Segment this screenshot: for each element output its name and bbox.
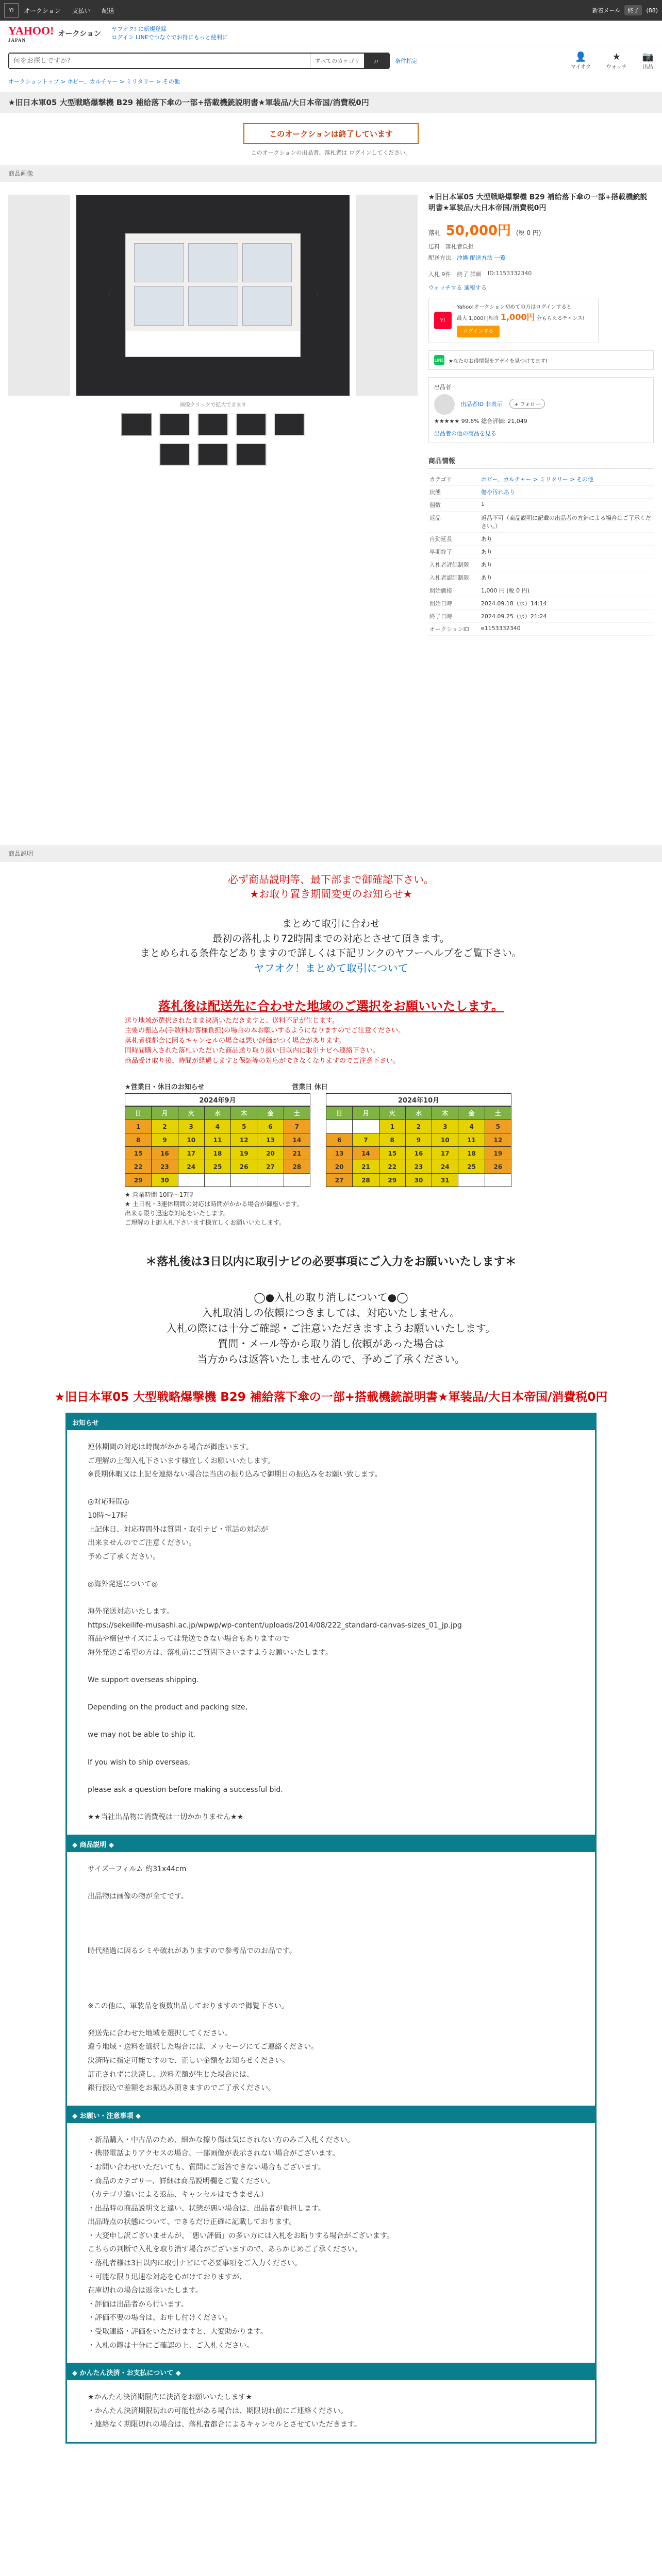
thumbnail[interactable] — [236, 413, 267, 436]
search-input[interactable] — [9, 54, 310, 68]
calendar-day: 8 — [125, 1133, 152, 1147]
calendar-day: 29 — [125, 1174, 152, 1187]
box-line: 銀行振込で差額をお振込み頂きますのでご了承ください。 — [88, 2084, 275, 2093]
top-link-payment[interactable]: 支払い — [72, 7, 91, 14]
box-line — [88, 1986, 574, 1999]
box-line: 出品時点の状態について、できるだけ正確に記載しております。 — [88, 2218, 296, 2227]
calendar-day: 12 — [485, 1133, 511, 1147]
calendar-day: 7 — [284, 1120, 310, 1133]
caution-box: ◆ お願い・注意事項 ◆ ・新品購入・中古品のため、細かな擦り傷は気にされない方のみご入札ください。 ・携帯電話よりアクセスの場合、一部画像が表示されない場合がございます。 ・お問い合わせいただいても、質問にご返答できない場合もございます。 ・商品のカテゴリー、詳細は商品説明欄をご覧ください。 （カテゴリ違いによる返品、キャンセルはできません） ・出品時の商品説明文と違い、状態が悪い場合は、出品者が負担します。 出品時点の状態について、できるだけ正確に記載しております。 ・大変申し訳ございませんが、「悪い評価」の多い方には入札をお断りする場合がございます。 こちらの判断で入札を取り消す場合がございますので、あらかじめご了承ください。 ・落札者様は3日以内に取引ナビにて必要事項をご入力ください。 ・可能な限り迅速な対応を心がけておりますが、 在庫切れの場合は返金いたします。 ・評価は出品者から行います。 ・評価不要の場合は、お申し付けください。 ・受取連絡・評価をいただけますと、大変助かります。 ・入札の際は十分にご確認の上、ご入札ください。 — [65, 2107, 597, 2365]
calendar-day: 26 — [485, 1160, 511, 1174]
weekday-cell: 土 — [284, 1107, 310, 1120]
box-line: ◎海外発送について◎ — [88, 1580, 158, 1588]
auction-ended-banner: このオークションは終了しています — [243, 123, 419, 144]
box-line: 10時〜17時 — [88, 1511, 128, 1520]
header-icons — [571, 52, 654, 70]
cancel-line: 入札取消しの依頼につきましては、対応いたしません。 — [202, 1307, 460, 1319]
calendar-day — [178, 1174, 204, 1187]
calendar-day: 13 — [257, 1133, 284, 1147]
spec-row: 終了日時 2024.09.25（水）21:24 — [428, 610, 654, 623]
calendar-day: 5 — [485, 1120, 511, 1133]
calendar-day: 27 — [257, 1160, 284, 1174]
calendar-day: 6 — [326, 1133, 353, 1147]
header-messages — [111, 25, 228, 41]
calendar-day: 23 — [405, 1160, 432, 1174]
weekday-cell: 日 — [326, 1107, 353, 1120]
calendar-day: 9 — [152, 1133, 178, 1147]
box-line: 海外発送ご希望の方は、落札前にご質問下さいますようお願いいたします。 — [88, 1648, 333, 1657]
box-line — [88, 1742, 574, 1756]
box-line: サイズーフィルム 約31x44cm — [88, 1865, 187, 1873]
box-line: https://sekeilife-musashi.ac.jp/wpwp/wp-content/uploads/2014/08/222_standard-canvas-sizes_01_jp.jpg — [88, 1621, 462, 1630]
section-product-images: 商品画像 — [0, 165, 662, 182]
search-row — [0, 46, 662, 75]
box-line: ・連絡なく期限切れの場合は、落札者都合によるキャンセルとさせていただきます。 — [88, 2420, 361, 2429]
spec-row: 個数 1 — [428, 499, 654, 512]
calendar-note: 出来る限り迅速な対応をいたします。 — [125, 1210, 230, 1217]
box-line: please ask a question before making a successful bid. — [88, 1785, 283, 1794]
search-button[interactable] — [364, 54, 389, 68]
price-value: 50,000円 — [445, 223, 511, 239]
thumbnail-strip — [105, 413, 321, 466]
box-line: ・落札者様は3日以内に取引ナビにて必要事項をご入力ください。 — [88, 2259, 302, 2268]
user-icon: 👤 — [575, 52, 587, 62]
box-line: 商品や梱包サイズによっては発送できない場合もありますので — [88, 1635, 289, 1643]
calendar-day: 27 — [326, 1174, 353, 1187]
box-line — [88, 2013, 574, 2027]
box-line: ・受取連絡・評価をいただけますと、大変助かります。 — [88, 2328, 268, 2336]
notice-line: 主要の振込み(手数料お客様負担)の場合の本お願いするようになりますのでご注意ください。 — [125, 1027, 405, 1035]
payment-box: ◆ かんたん決済・お支払について ◆ ★かんたん決済期限内に決済をお願いいたします★ ・かんたん決済期限切れの可能性がある場合は、期限切れ前にご連絡ください。 ・連絡なく期限切れの場合は、落札者都合によるキャンセルとさせていただきます。 — [65, 2364, 597, 2444]
box-line: ・商品のカテゴリー、詳細は商品説明欄をご覧ください。 — [88, 2177, 275, 2185]
ship-method-row: 配送方法 沖縄 配送方法 一覧 — [428, 255, 506, 261]
spec-row: 返品 返品不可（商品説明に記載の出品者の方針による場合はご了承ください。） — [428, 512, 654, 533]
thumbnail[interactable] — [197, 443, 228, 466]
box-line — [88, 1917, 574, 1931]
gallery-stage — [8, 192, 418, 398]
shipping-region-notice: 落札後は配送先に合わせた地域のご選択をお願いいたします。 — [158, 998, 504, 1013]
box-line: 在庫切れの場合は返金いたします。 — [88, 2286, 203, 2295]
box-line — [88, 1564, 574, 1578]
watch-button[interactable]: ★ ウォッチ — [606, 52, 627, 70]
calendar-day: 3 — [432, 1120, 458, 1133]
price-row — [428, 220, 654, 239]
thumbnail[interactable] — [159, 413, 190, 436]
thumbnail[interactable] — [159, 443, 190, 466]
box-line: （カテゴリ違いによる返品、キャンセルはできません） — [88, 2191, 268, 2199]
box-line: ※この他に、軍装品を複数出品しておりますので御覧下さい。 — [88, 2002, 289, 2010]
calendar-day: 2 — [405, 1120, 432, 1133]
register-link[interactable]: ヤフオク! に新規登録 — [111, 26, 167, 33]
box-line — [88, 1591, 574, 1605]
follow-button[interactable]: + フォロー — [509, 399, 545, 409]
calendar-day: 19 — [231, 1147, 257, 1160]
myauction-button[interactable]: 👤 マイオク — [570, 52, 591, 70]
box-line — [88, 1797, 574, 1810]
box-line: We support overseas shipping. — [88, 1676, 199, 1685]
weekday-cell: 木 — [231, 1107, 257, 1120]
calendar-day: 10 — [432, 1133, 458, 1147]
line-promo[interactable]: LINE ★なたのお得情報をアデイを見つけてます! — [428, 350, 654, 370]
weekday-cell: 水 — [405, 1107, 432, 1120]
calendar-september: 2024年9月 日 月 火 水 木 金 土 1 2 3 4 5 6 7 8 9 10 11 12 13 14 15 16 17 18 19 20 21 22 23 24 25 26 27 28 29 30 — [125, 1093, 310, 1187]
notice-lines — [125, 1016, 537, 1066]
box-line: ・出品時の商品説明文と違い、状態が悪い場合は、出品者が負担します。 — [88, 2204, 325, 2213]
spec-row: オークションID e1153332340 — [428, 623, 654, 636]
calendar-day: 15 — [125, 1147, 152, 1160]
calendar-day: 19 — [485, 1147, 511, 1160]
line-icon: LINE — [434, 355, 444, 365]
calendar-day: 20 — [326, 1160, 353, 1174]
product-title: ★旧日本軍05 大型戦略爆撃機 B29 補給落下傘の一部+搭載機銃説明書★軍装品/大日本帝国/消費税0円 — [428, 193, 648, 212]
auction-ended-sub: このオークションの出品者、落札者は ログインしてください。 — [251, 149, 411, 156]
box-line: 訂正されずに決済し、送料差額が生じた場合には、 — [88, 2070, 254, 2079]
product-info — [428, 192, 654, 636]
cancel-policy: ◯●入札の取り消しについて●◯ 入札取消しの依頼につきましては、対応いたしません。 入札の際には十分ご確認・ご注意いただきますようお願いいたします。 質問・メール等から取り消し依頼があった場合は 当方からは返答いたしませんので、予めご了承ください。 — [0, 1290, 662, 1367]
calendar-day: 26 — [231, 1160, 257, 1174]
weekday-cell: 月 — [353, 1107, 379, 1120]
calendar-day: 16 — [152, 1147, 178, 1160]
calendar-day: 11 — [458, 1133, 485, 1147]
calendar-day: 10 — [178, 1133, 204, 1147]
end-status: 終了 詳細 — [457, 271, 482, 278]
box-line — [88, 1903, 574, 1917]
top-link-shipping[interactable]: 配送 — [102, 7, 114, 14]
description-title: ★旧日本軍05 大型戦略爆撃機 B29 補給落下傘の一部+搭載機銃説明書★軍装品/大日本帝国/消費税0円 — [54, 1391, 608, 1404]
cancel-line: 当方からは返答いたしませんので、予めご了承ください。 — [197, 1353, 465, 1365]
notice-line: 同時間購入された落札いただいた商品送り取り扱い日以内に取引ナビへ連絡下さい。 — [125, 1047, 380, 1055]
calendar-day — [257, 1174, 284, 1187]
box-line — [88, 1876, 574, 1890]
box-line — [88, 1660, 574, 1674]
calendar-day: 18 — [458, 1147, 485, 1160]
description — [0, 862, 662, 2454]
calendar-day: 21 — [284, 1147, 310, 1160]
notice-line: 落札者様都合に因るキャンセルの場合は悪い評価がつく場合があります。 — [125, 1037, 345, 1045]
sell-button[interactable]: 📷 出品 — [642, 52, 654, 70]
breadcrumb[interactable]: オークショントップ > ホビー、カルチャー > ミリタリー > その他 — [8, 78, 180, 85]
category-select[interactable]: すべてのカテゴリ — [310, 54, 364, 68]
points-promo: Y! Yahoo!オークション初めての方はログインすると 最大 1,000円相当 1,000円 分もらえるチャンス! ログインする — [428, 298, 599, 343]
calendar-day: 12 — [231, 1133, 257, 1147]
box-line: ご理解の上御入札下さいます様宜しくお願いいたします。 — [88, 1456, 275, 1465]
ship-method-link[interactable]: 沖縄 配送方法 一覧 — [456, 255, 506, 261]
next-image-preview[interactable] — [356, 195, 418, 396]
weekday-cell: 土 — [485, 1107, 511, 1120]
calendar-note: ご理解の上御入札下さいます様宜しくお願いいたします。 — [125, 1219, 286, 1226]
calendar-day — [326, 1120, 353, 1133]
mail-status: 終了 — [624, 5, 642, 15]
business-calendar — [125, 1081, 537, 1227]
price-tax: (税 0 円) — [516, 229, 541, 236]
item-description-box: ◆ 商品説明 ◆ サイズーフィルム 約31x44cm 出品物は画像の物が全てです。 時代経過に因るシミや破れがありますので参考品でのお品です。 ※この他に、軍装品を複数出品しておりますので御覧下さい。 発送先に合わせた地域を選択してください。 違う地域・送料を選択した場合には、メッセージにてご連絡ください。 決済時に指定可能ですので、正しい金額をお知らせください。 訂正されずに決済し、送料差額が生じた場合には、 銀行振込で差額をお振込み頂きますのでご了承ください。 — [65, 1836, 597, 2107]
top-bar — [0, 0, 662, 21]
mail-label: 新着メール — [592, 7, 621, 14]
seller-avatar[interactable] — [434, 394, 455, 415]
calendar-october: 2024年10月 日 月 火 水 木 金 土 1 2 3 4 5 6 7 8 9 10 11 12 13 14 15 16 17 18 19 20 21 22 23 24 25 26 27 28 29 30 31 — [326, 1093, 511, 1187]
calendar-day: 24 — [432, 1160, 458, 1174]
thumbnail[interactable] — [274, 413, 305, 436]
calendar-day: 4 — [204, 1120, 230, 1133]
spec-row: 開始価格 1,000 円 (税 0 円) — [428, 584, 654, 597]
star-icon: ★ — [612, 52, 621, 62]
box-line: 海外発送対応いたします。 — [88, 1607, 174, 1616]
calendar-day: 30 — [152, 1174, 178, 1187]
calendar-day: 11 — [204, 1133, 230, 1147]
desc-warning: 必ず商品説明等、最下部まで御確認下さい。 — [228, 873, 434, 886]
price-label: 落札 — [428, 229, 441, 236]
calendar-day: 14 — [284, 1133, 310, 1147]
mail-area[interactable] — [592, 5, 658, 15]
box-line: こちらの判断で入札を取り消す場合がございますので、あらかじめご了承ください。 — [88, 2245, 362, 2254]
top-link-auction[interactable]: オークション — [24, 7, 61, 14]
calendar-day: 1 — [379, 1120, 405, 1133]
box-line: ・入札の際は十分にご確認の上、ご入札ください。 — [88, 2341, 254, 2350]
calendar-day — [458, 1174, 485, 1187]
login-link[interactable]: ログイン LINEでつなぐでお得にもっと便利に — [111, 33, 228, 41]
desc-hold-notice: ★お取り置き期間変更のお知らせ★ — [250, 888, 412, 900]
box-line: ・大変申し訳ございませんが、「悪い評価」の多い方には入札をお断りする場合がございます。 — [88, 2231, 394, 2240]
bid-count[interactable]: 入札 9件 — [428, 271, 451, 278]
box-line: 出来ませんのでご注意ください。 — [88, 1539, 196, 1548]
weekday-cell: 日 — [125, 1107, 152, 1120]
brand-logo[interactable]: YAHOO! JAPAN — [8, 24, 54, 43]
calendar-day: 16 — [405, 1147, 432, 1160]
box-line — [88, 1715, 574, 1728]
calendar-day: 15 — [379, 1147, 405, 1160]
section-description: 商品説明 — [0, 845, 662, 862]
box-line: ・可能な限り迅速な対応を心がけておりますが、 — [88, 2273, 246, 2281]
trade-navi-notice: ＊落札後は3日以内に取引ナビの必要事項にご入力をお願いいたします＊ — [145, 1256, 517, 1268]
calendar-day: 23 — [152, 1160, 178, 1174]
watch-report-links[interactable]: ウォッチする 通報する — [428, 284, 487, 291]
cancel-line: 質問・メール等から取り消し依頼があった場合は — [218, 1337, 444, 1350]
calendar-day: 17 — [178, 1147, 204, 1160]
calendar-day: 21 — [353, 1160, 379, 1174]
calendar-day — [284, 1174, 310, 1187]
box-line: 決済時に指定可能ですので、正しい金額をお知らせください。 — [88, 2056, 290, 2065]
calendar-day: 5 — [231, 1120, 257, 1133]
login-button[interactable]: ログインする — [457, 326, 500, 337]
service-name[interactable]: オークション — [58, 29, 102, 38]
seller-all-items-link[interactable]: 出品者の他の商品を見る — [434, 430, 496, 437]
calendar-day: 28 — [353, 1174, 379, 1187]
seller-rating: ★★★★★ 99.6% 総合評価: 21,049 — [434, 418, 527, 425]
calendar-day — [204, 1174, 230, 1187]
spec-table — [428, 473, 654, 636]
yahoo-logo-icon[interactable]: Y! — [4, 3, 19, 18]
calendar-day: 8 — [379, 1133, 405, 1147]
box-line: we may not be able to ship it. — [88, 1731, 195, 1739]
desc-text: まとめられる条件などありますので詳しくは下記リンクのヤフーヘルプをご覧下さい。 — [140, 947, 522, 959]
bundle-help-link[interactable]: ヤフオク！まとめて取引について — [254, 961, 408, 974]
calendar-day: 25 — [458, 1160, 485, 1174]
box-line: ・携帯電話よりアクセスの場合、一部画像が表示されない場合がございます。 — [88, 2149, 340, 2158]
spec-row: 入札者認証制限 あり — [428, 571, 654, 584]
box-line — [88, 1972, 574, 1986]
prev-image-preview[interactable] — [8, 195, 70, 396]
box-line: ・お問い合わせいただいても、質問にご返答できない場合もございます。 — [88, 2163, 325, 2172]
desc-text: 最初の落札より72時間までの対応とさせて頂きます。 — [212, 933, 450, 944]
shipping-row: 送料 落札者負担 — [428, 243, 474, 250]
auction-id: ID:1153332340 — [487, 270, 532, 277]
box-line: ◎対応時間◎ — [88, 1498, 129, 1506]
box-line: ★★当社出品物に消費税は一切かかりません★★ — [88, 1813, 244, 1822]
main-content — [0, 182, 662, 646]
image-gallery — [8, 192, 418, 636]
prev-arrow-icon[interactable]: ‹ — [106, 285, 112, 302]
calendar-day: 14 — [353, 1147, 379, 1160]
box-line: If you wish to ship overseas, — [88, 1758, 190, 1767]
box-line: 予めご了承ください。 — [88, 1552, 160, 1561]
box-line — [88, 1769, 574, 1783]
site-header — [0, 21, 662, 46]
search-bar — [8, 53, 390, 69]
calendar-note: ★ 営業時間 10時〜17時 — [125, 1191, 193, 1198]
box-line: 出品物は画像の物が全てです。 — [88, 1892, 188, 1901]
calendar-notes — [125, 1190, 537, 1227]
search-icon: ⌕ — [374, 56, 379, 65]
spec-heading: 商品情報 — [428, 455, 654, 469]
calendar-day: 20 — [257, 1147, 284, 1160]
camera-icon: 📷 — [642, 52, 654, 62]
yahoo-auction-icon: Y! — [434, 312, 452, 329]
calendar-legend: 営業日 休日 — [292, 1083, 328, 1091]
spec-row: 開始日時 2024.09.18（水）14:14 — [428, 597, 654, 610]
calendar-day — [231, 1174, 257, 1187]
seller-box: 出品者 出品者ID 非表示 + フォロー ★★★★★ 99.6% 総合評価: 21,049 出品者の他の商品を見る — [428, 377, 654, 443]
box-line — [88, 1687, 574, 1701]
notice-line: 送り地域が選択されたまま決済いただきますと、送料不足が生じます。 — [125, 1016, 339, 1025]
notice-box: お知らせ 連休期間の対応は時間がかかる場合が御座います。 ご理解の上御入札下さいます様宜しくお願いいたします。 ※長期休暇又は上記を連絡ない場合は当店の振り込みで御期日の振込みをお願い致します。 ◎対応時間◎ 10時〜17時 上記休日、対応時間外は質問・取引ナビ・電話の対応が 出来ませんのでご注意ください。 予めご了承ください。 ◎海外発送について◎ 海外発送対応いたします。 https://sekeilife-musashi.ac.jp/wpwp/wp-content/uploads/2014/08/222_standard-canvas-sizes_01_jp.jpg 商品や梱包サイズによっては発送できない場合もありますので 海外発送ご希望の方は、落札前にご質問下さいますようお願いいたします。 We support overseas shipping. Depending on the product and packing size, we may not be able to ship it. If you wish to ship overseas, please ask a question before making a successful bid. ★★当社出品物に消費税は一切かかりません★★ — [65, 1413, 597, 1836]
mail-count: (88) — [646, 7, 658, 14]
box-line — [88, 1931, 574, 1945]
calendar-label: ★営業日・休日のお知らせ — [125, 1083, 205, 1091]
box-line: ・新品購入・中古品のため、細かな擦り傷は気にされない方のみご入札ください。 — [88, 2136, 355, 2144]
weekday-cell: 金 — [257, 1107, 284, 1120]
spec-row: 入札者評価制限 あり — [428, 558, 654, 571]
cancel-line: 入札の際には十分ご確認・ご注意いただきますようお願いいたします。 — [166, 1322, 496, 1334]
calendar-day: 24 — [178, 1160, 204, 1174]
calendar-day: 9 — [405, 1133, 432, 1147]
seller-name[interactable]: 出品者ID 非表示 — [460, 401, 503, 408]
calendar-day: 29 — [379, 1174, 405, 1187]
spec-row: 早期終了 あり — [428, 546, 654, 558]
weekday-cell: 木 — [432, 1107, 458, 1120]
weekday-cell: 火 — [178, 1107, 204, 1120]
box-line: 上記休日、対応時間外は質問・取引ナビ・電話の対応が — [88, 1525, 268, 1534]
box-line: ※長期休暇又は上記を連絡ない場合は当店の振り込みで御期日の振込みをお願い致します。 — [88, 1470, 382, 1479]
calendar-day — [485, 1174, 511, 1187]
spec-row: カテゴリ ホビー、カルチャー > ミリタリー > その他 — [428, 473, 654, 486]
desc-text: まとめて取引に合わせ — [282, 918, 380, 929]
calendar-day: 6 — [257, 1120, 284, 1133]
calendar-day: 22 — [379, 1160, 405, 1174]
thumbnail[interactable] — [197, 413, 228, 436]
calendar-day: 31 — [432, 1174, 458, 1187]
box-line: Depending on the product and packing size, — [88, 1703, 248, 1712]
box-line: 発送先に合わせた地域を選択してください。 — [88, 2029, 232, 2038]
weekday-cell: 金 — [458, 1107, 485, 1120]
calendar-day: 17 — [432, 1147, 458, 1160]
advanced-search-link[interactable]: 条件指定 — [395, 58, 418, 64]
box-line — [88, 1958, 574, 1972]
spec-row: 自動延長 あり — [428, 533, 654, 546]
calendar-note: ★ 土日祝・3連休期間の対応は時間がかかる場合が御座います。 — [125, 1200, 303, 1208]
next-arrow-icon[interactable]: › — [314, 285, 320, 302]
box-line: ★かんたん決済期限内に決済をお願いいたします★ — [88, 2393, 253, 2402]
box-line: 時代経過に因るシミや破れがありますので参考品でのお品です。 — [88, 1947, 296, 1956]
page-title: ★旧日本軍05 大型戦略爆撃機 B29 補給落下傘の一部+搭載機銃説明書★軍装品/大日本帝国/消費税0円 — [0, 92, 662, 113]
box-line — [88, 1482, 574, 1496]
calendar-day: 7 — [353, 1133, 379, 1147]
box-line: ・評価は出品者から行います。 — [88, 2300, 188, 2309]
box-line: 違う地域・送料を選択した場合には、メッセージにてご連絡ください。 — [88, 2043, 319, 2052]
product-photo — [125, 233, 301, 357]
calendar-day: 28 — [284, 1160, 310, 1174]
box-line: 連休期間の対応は時間がかかる場合が御座います。 — [88, 1443, 253, 1451]
calendar-day: 4 — [458, 1120, 485, 1133]
calendar-day — [353, 1120, 379, 1133]
calendar-day: 22 — [125, 1160, 152, 1174]
calendar-day: 13 — [326, 1147, 353, 1160]
weekday-cell: 水 — [204, 1107, 230, 1120]
calendar-day: 25 — [204, 1160, 230, 1174]
auction-stats — [428, 270, 654, 278]
box-line: ・評価不要の場合は、お申し付けください。 — [88, 2314, 232, 2323]
thumbnail[interactable] — [236, 443, 267, 466]
calendar-day: 2 — [152, 1120, 178, 1133]
calendar-day: 3 — [178, 1120, 204, 1133]
gallery-caption: 画像クリックで拡大できます — [179, 402, 247, 408]
box-line: ・かんたん決済期限切れの可能性がある場合は、期限切れ前にご連絡ください。 — [88, 2406, 347, 2415]
notice-line: 商品受け取り後、時間が経過しますと保証等の対応ができなくなりますのでご注意下さい。 — [125, 1057, 400, 1065]
spec-row: 状態 傷や汚れあり — [428, 486, 654, 499]
weekday-cell: 月 — [152, 1107, 178, 1120]
main-product-image[interactable] — [76, 195, 350, 396]
thumbnail[interactable] — [121, 413, 152, 436]
calendar-day: 1 — [125, 1120, 152, 1133]
weekday-cell: 火 — [379, 1107, 405, 1120]
calendar-day: 30 — [405, 1174, 432, 1187]
calendar-day: 18 — [204, 1147, 230, 1160]
